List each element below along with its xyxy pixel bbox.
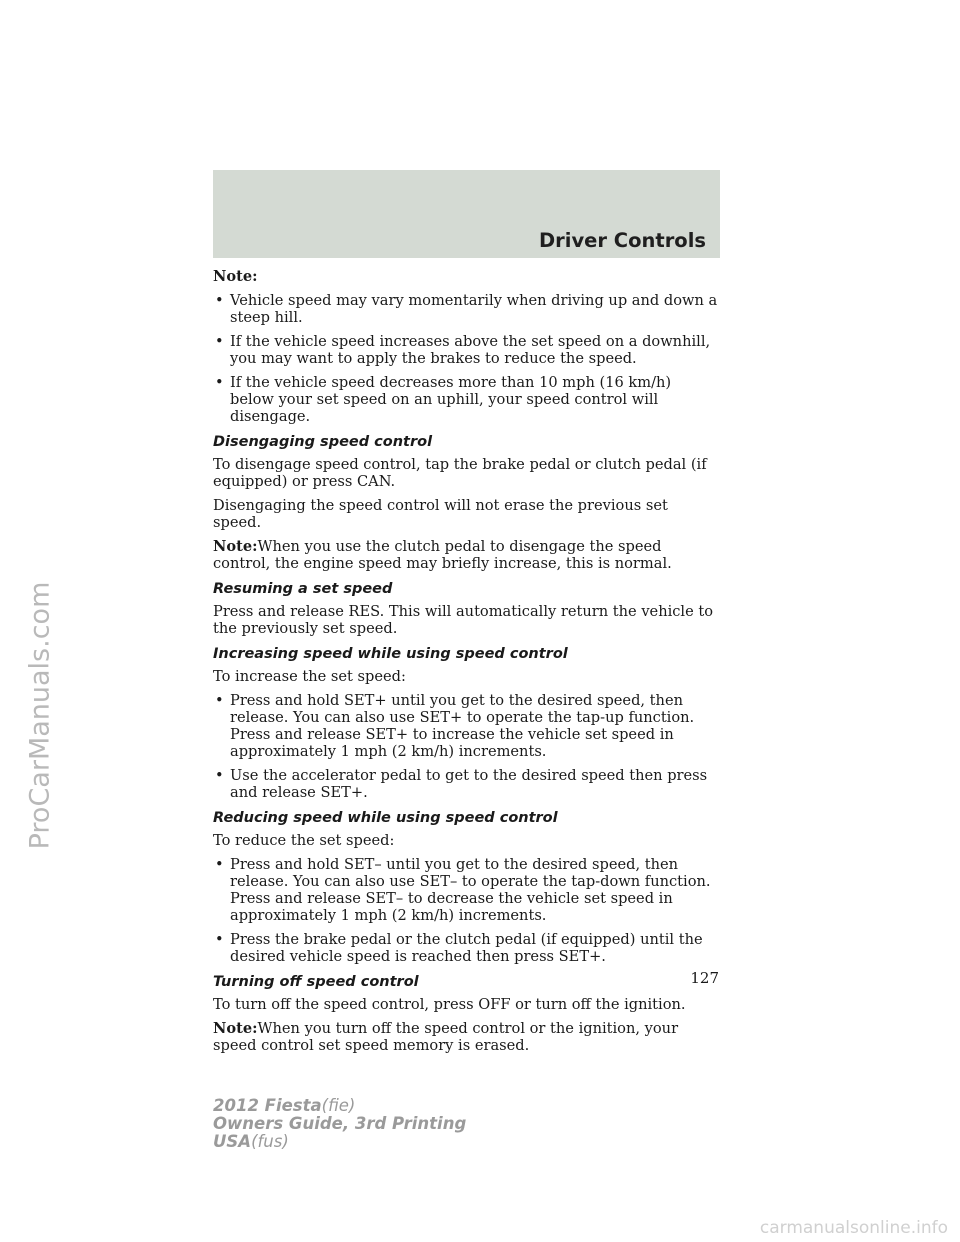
bullet-icon: • [215, 333, 224, 350]
site-watermark: carmanualsonline.info [759, 1218, 948, 1238]
bullet-icon: • [215, 692, 224, 709]
note-text: When you use the clutch pedal to disengage the speed control, the engine speed may briefly increase, this is normal. [213, 538, 672, 572]
list-item: • Press the brake pedal or the clutch pedal (if equipped) until the desired vehicle speed is reached then press SET+. [215, 931, 703, 965]
list-item: • Vehicle speed may vary momentarily when driving up and down a steep hill. [215, 292, 718, 326]
page-number: 127 [690, 969, 719, 987]
bullet-icon: • [215, 374, 224, 391]
paragraph: To disengage speed control, tap the brake pedal or clutch pedal (if equipped) or press CAN. [213, 456, 707, 490]
bullet-icon: • [215, 292, 224, 309]
list-item: • Use the accelerator pedal to get to the desired speed then press and release SET+. [215, 767, 708, 801]
paragraph: Disengaging the speed control will not erase the previous set speed. [213, 497, 668, 531]
note-intro: Note: [213, 268, 258, 285]
bullet-icon: • [215, 767, 224, 784]
note-label: Note: [213, 538, 258, 555]
note-paragraph [213, 1020, 718, 1054]
heading-disengaging: Disengaging speed control [213, 434, 433, 450]
note-text: When you turn off the speed control or the ignition, your speed control set speed memory is erased. [213, 1020, 679, 1054]
reducing-bullet-list [213, 856, 718, 965]
paragraph: To reduce the set speed: [213, 832, 395, 849]
heading-resuming: Resuming a set speed [213, 581, 393, 597]
increasing-bullet-list [213, 692, 718, 801]
paragraph: To turn off the speed control, press OFF or turn off the ignition. [213, 996, 686, 1013]
watermark-text: ProCarManuals.com [24, 581, 56, 850]
list-item: • Press and hold SET+ until you get to the desired speed, then release. You can also use SET+ to operate the tap-up function. Press and release SET+ to increase the vehicle set speed in approximately 1 mph (2 km/h) increments. [215, 692, 695, 760]
bullet-icon: • [215, 856, 224, 873]
paragraph: Press and release RES. This will automatically return the vehicle to the previously set speed. [213, 603, 714, 637]
bullet-icon: • [215, 931, 224, 948]
paragraph: To increase the set speed: [213, 668, 406, 685]
section-header-band [213, 170, 720, 258]
heading-reducing: Reducing speed while using speed control [213, 810, 558, 826]
list-item: • Press and hold SET– until you get to the desired speed, then release. You can also use SET– to operate the tap-down function. Press and release SET– to decrease the vehicle set speed in approximately 1 mph (2 km/h) increments. [215, 856, 711, 924]
note-label: Note: [213, 1020, 258, 1037]
page-body [213, 268, 718, 1061]
heading-turning-off: Turning off speed control [213, 974, 419, 990]
footer-line-market: USA(fus) [213, 1132, 289, 1151]
heading-increasing: Increasing speed while using speed control [213, 646, 568, 662]
note-bullet-list [213, 292, 718, 425]
section-title: Driver Controls [538, 229, 706, 252]
list-item: • If the vehicle speed decreases more than 10 mph (16 km/h) below your set speed on an uphill, your speed control will disengage. [215, 374, 672, 425]
list-item: • If the vehicle speed increases above the set speed on a downhill, you may want to apply the brakes to reduce the speed. [215, 333, 711, 367]
footer-line-model: 2012 Fiesta(fie) [213, 1096, 356, 1115]
note-paragraph [213, 538, 718, 572]
footer-line-guide: Owners Guide, 3rd Printing [213, 1114, 467, 1133]
document-footer [213, 1097, 466, 1151]
